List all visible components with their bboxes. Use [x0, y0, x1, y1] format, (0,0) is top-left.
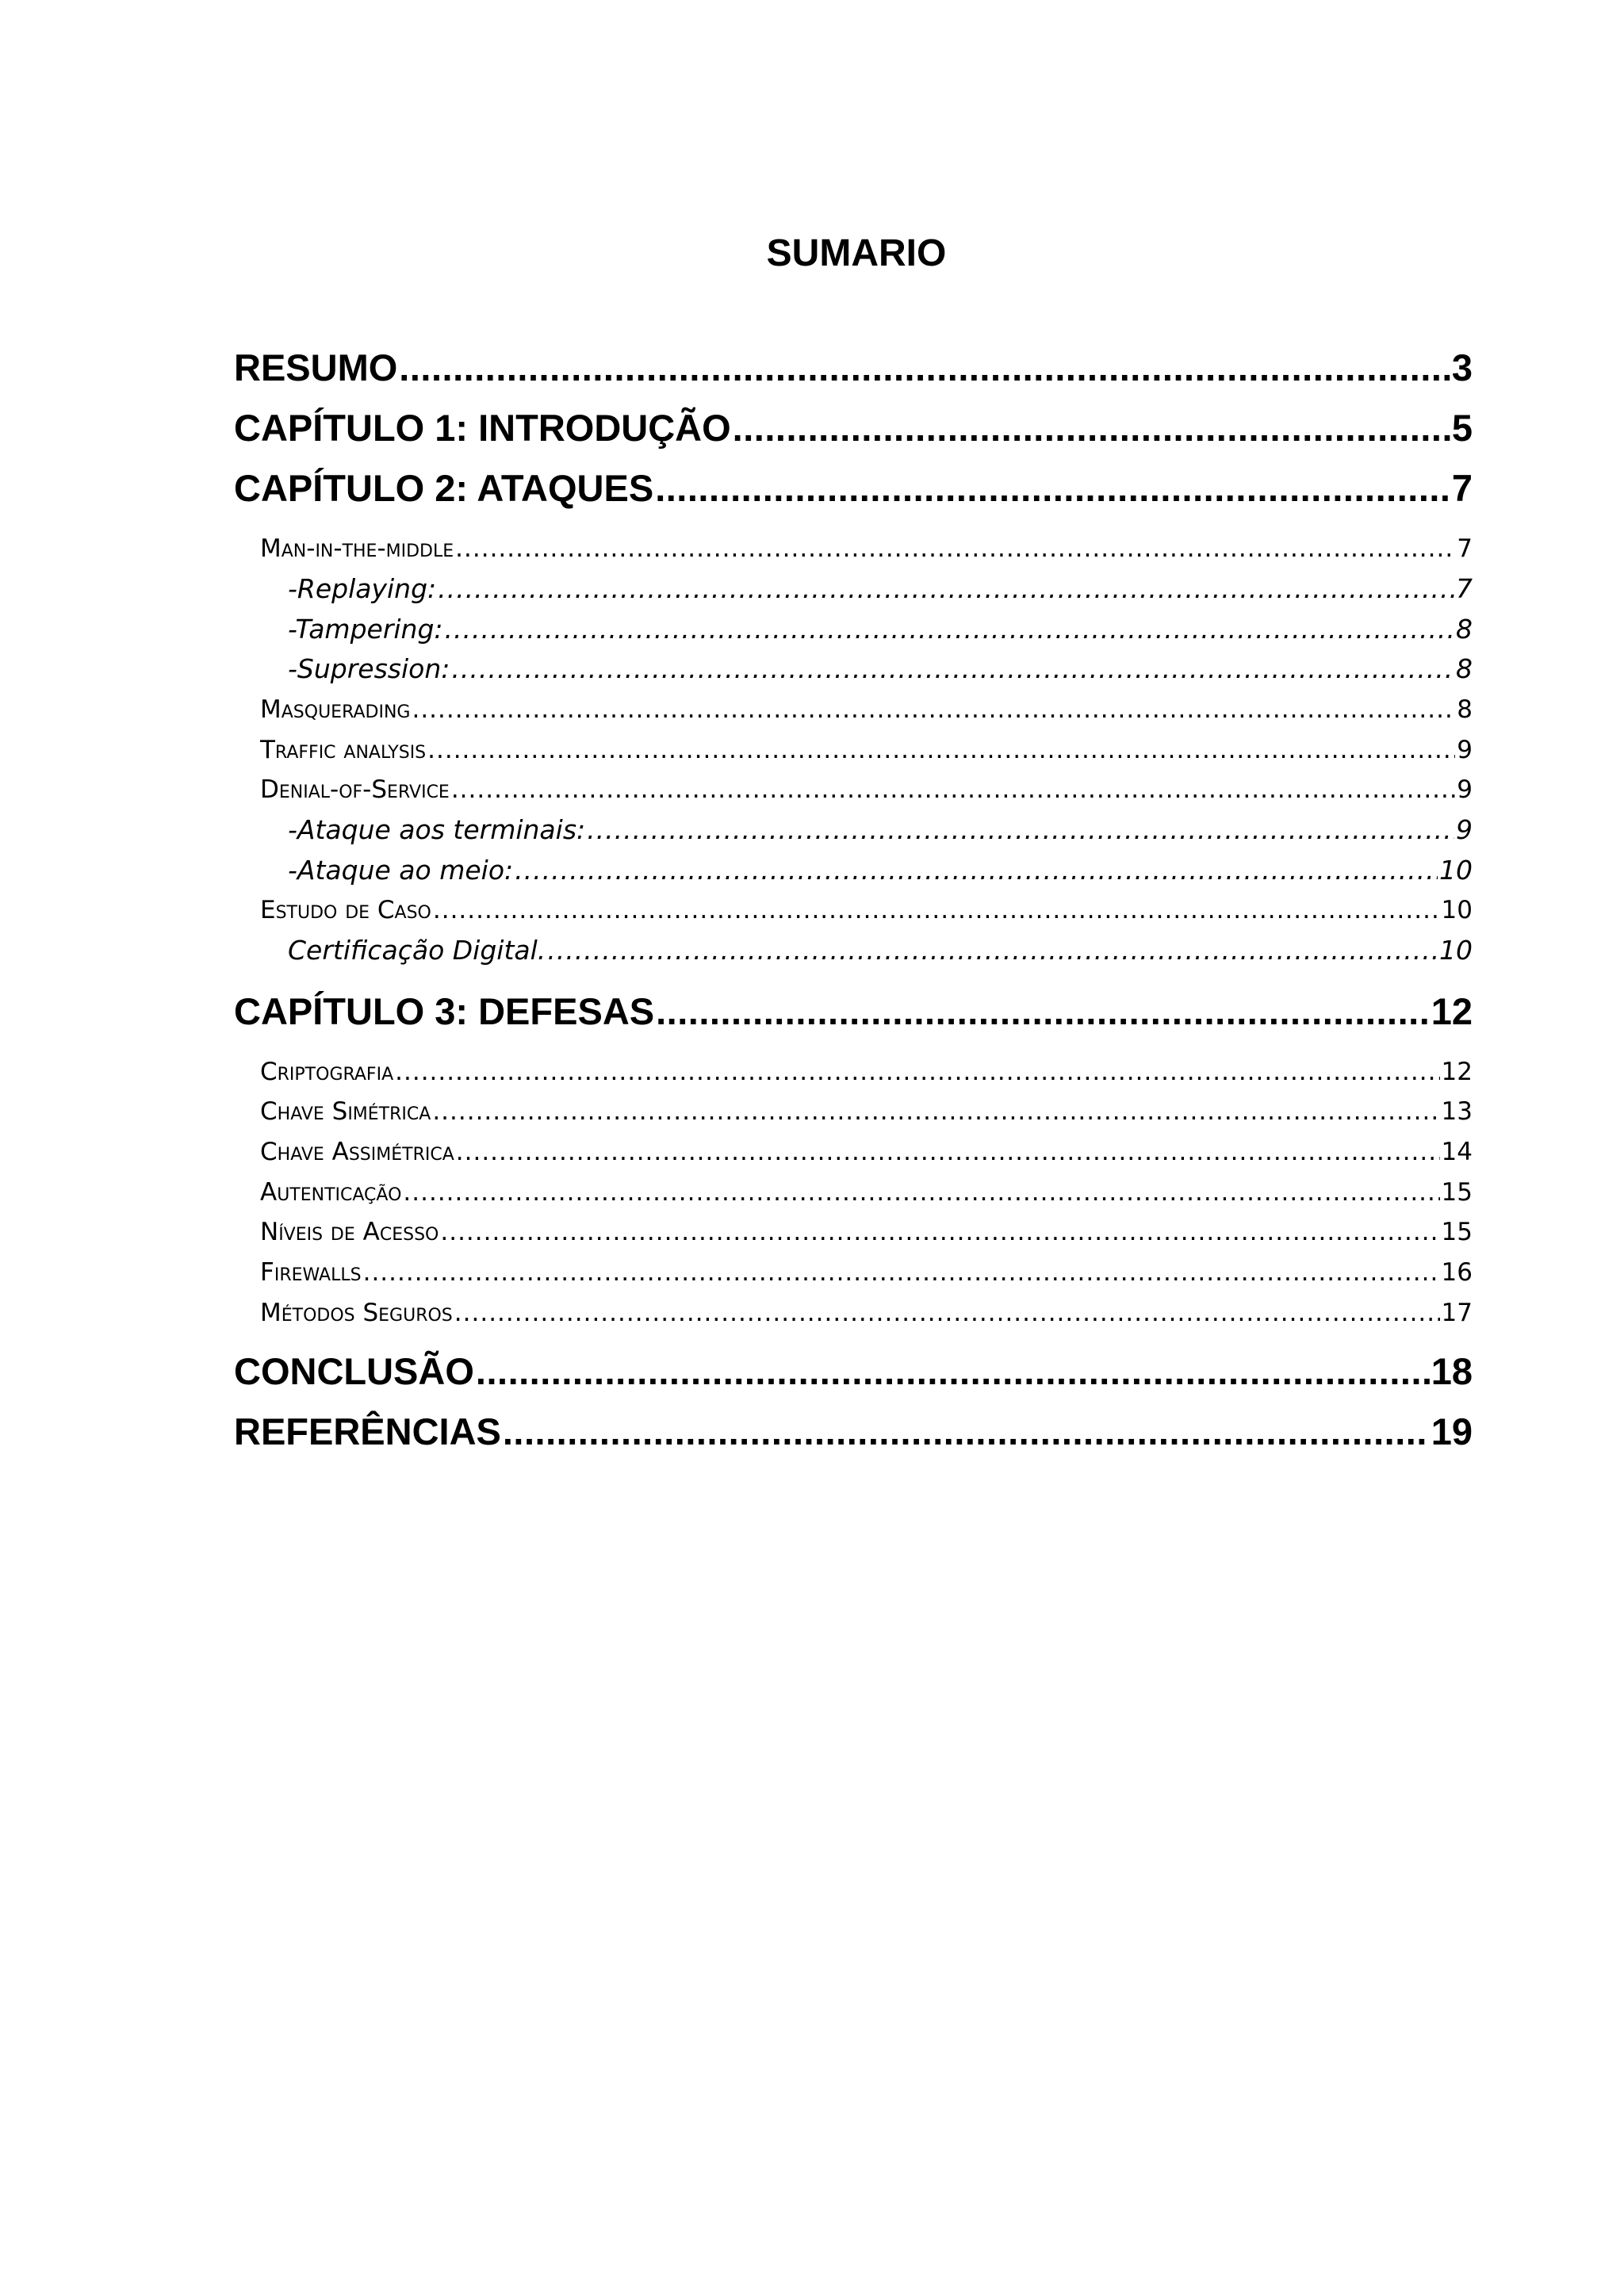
toc-entry-title: -Supression:	[288, 653, 450, 684]
toc-entry[interactable]	[260, 1295, 1473, 1331]
toc-dot-leader	[433, 892, 1440, 928]
toc-page-number: 12	[1441, 1058, 1473, 1086]
toc-page-number: 7	[1456, 573, 1473, 604]
toc-entry-title: Criptografia	[260, 1058, 394, 1086]
toc-entry[interactable]	[260, 1254, 1473, 1291]
toc-entry[interactable]	[260, 1134, 1473, 1170]
toc-page-number: 8	[1456, 614, 1473, 645]
toc-entry-title: Níveis de Acesso	[260, 1218, 439, 1246]
toc-dot-leader	[456, 1134, 1440, 1170]
toc-dot-leader	[515, 852, 1438, 889]
toc-entry[interactable]	[260, 530, 1473, 567]
toc-entry[interactable]	[260, 1214, 1473, 1250]
toc-entry[interactable]	[234, 1344, 1473, 1399]
toc-page-number: 5	[1451, 407, 1473, 449]
toc-entry[interactable]	[260, 1093, 1473, 1130]
toc-page-number: 13	[1441, 1097, 1473, 1126]
toc-entry[interactable]	[288, 651, 1473, 687]
toc-entry-title: Estudo de Caso	[260, 896, 431, 924]
toc-entry[interactable]	[234, 400, 1473, 456]
toc-page-number: 12	[1431, 990, 1473, 1032]
toc-dot-leader	[656, 984, 1430, 1039]
toc-page-number: 19	[1431, 1410, 1473, 1452]
toc-dot-leader	[476, 1344, 1430, 1399]
toc-dot-leader	[503, 1404, 1430, 1460]
toc-entry-title: Denial-of-Service	[260, 775, 450, 804]
toc-page-number: 18	[1431, 1350, 1473, 1392]
toc-dot-leader	[440, 1214, 1439, 1250]
toc-entry-title: Masquerading	[260, 695, 411, 724]
toc-entry[interactable]	[234, 340, 1473, 396]
toc-entry-title: CAPÍTULO 2: ATAQUES	[234, 467, 654, 509]
toc-page-number: 10	[1439, 855, 1473, 886]
toc-entry[interactable]	[260, 771, 1473, 808]
toc-entry[interactable]	[234, 984, 1473, 1039]
toc-dot-leader	[655, 461, 1450, 516]
toc-entry-title: RESUMO	[234, 346, 398, 388]
toc-entry-title: Autenticação	[260, 1178, 402, 1207]
toc-dot-leader	[451, 651, 1454, 687]
toc-dot-leader	[395, 1054, 1439, 1090]
toc-entry[interactable]	[288, 812, 1473, 848]
toc-entry-title: Métodos Seguros	[260, 1299, 453, 1327]
toc-entry-title: Chave Simétrica	[260, 1097, 431, 1126]
toc-page-number: 7	[1451, 467, 1473, 509]
toc-dot-leader	[455, 530, 1455, 567]
toc-entry-title: REFERÊNCIAS	[234, 1410, 501, 1452]
toc-entry[interactable]	[260, 1054, 1473, 1090]
toc-entry[interactable]	[288, 571, 1473, 607]
toc-page-number: 3	[1451, 346, 1473, 388]
toc-dot-leader	[412, 691, 1455, 728]
toc-page-number: 7	[1457, 534, 1473, 563]
toc-entry[interactable]	[260, 892, 1473, 928]
toc-entry-title: -Ataque ao meio:	[288, 855, 514, 886]
toc-entry-title: CONCLUSÃO	[234, 1350, 474, 1392]
toc-entry[interactable]	[260, 691, 1473, 728]
toc-entry[interactable]	[260, 1174, 1473, 1211]
toc-dot-leader	[451, 771, 1455, 808]
toc-entry[interactable]	[260, 732, 1473, 768]
toc-entry-title: -Tampering:	[288, 614, 443, 645]
toc-dot-leader	[432, 1093, 1439, 1130]
toc-dot-leader	[454, 1295, 1440, 1331]
toc-entry-title: CAPÍTULO 1: INTRODUÇÃO	[234, 407, 731, 449]
toc-dot-leader	[363, 1254, 1440, 1291]
toc-page-number: 10	[1439, 935, 1473, 966]
toc-entry[interactable]	[288, 852, 1473, 889]
toc-entry-title: Firewalls	[260, 1258, 362, 1287]
toc-dot-leader	[733, 400, 1450, 456]
toc-entry[interactable]	[234, 1404, 1473, 1460]
toc-entry-title: CAPÍTULO 3: DEFESAS	[234, 990, 655, 1032]
toc-dot-leader	[403, 1174, 1439, 1211]
toc-page-number: 16	[1441, 1258, 1473, 1287]
toc-entry-title: Traffic analysis	[260, 736, 427, 764]
toc-entry-title: Chave Assimétrica	[260, 1138, 454, 1166]
toc-page-number: 14	[1441, 1138, 1473, 1166]
toc-entry-title: Certificação Digital.	[288, 935, 546, 966]
toc-page-number: 15	[1441, 1218, 1473, 1246]
toc-page-number: 9	[1456, 814, 1473, 845]
toc-dot-leader	[547, 932, 1438, 969]
toc-dot-leader	[399, 340, 1450, 396]
toc-page-number: 9	[1457, 775, 1473, 804]
toc-dot-leader	[427, 732, 1455, 768]
toc-page-number: 8	[1457, 695, 1473, 724]
toc-page-number: 10	[1441, 896, 1473, 924]
toc-page-number: 8	[1456, 653, 1473, 684]
toc-entry-title: -Ataque aos terminais:	[288, 814, 586, 845]
toc-page-number: 17	[1441, 1299, 1473, 1327]
page-title: SUMARIO	[766, 232, 947, 274]
toc-entry[interactable]	[288, 932, 1473, 969]
toc-entry[interactable]	[288, 611, 1473, 648]
toc-dot-leader	[438, 571, 1454, 607]
toc-entry-title: -Replaying:	[288, 573, 437, 604]
toc-entry-title: Man-in-the-middle	[260, 534, 454, 563]
toc-page-number: 15	[1441, 1178, 1473, 1207]
toc-dot-leader	[445, 611, 1454, 648]
toc-dot-leader	[587, 812, 1454, 848]
toc-page-number: 9	[1457, 736, 1473, 764]
toc-entry[interactable]	[234, 461, 1473, 516]
